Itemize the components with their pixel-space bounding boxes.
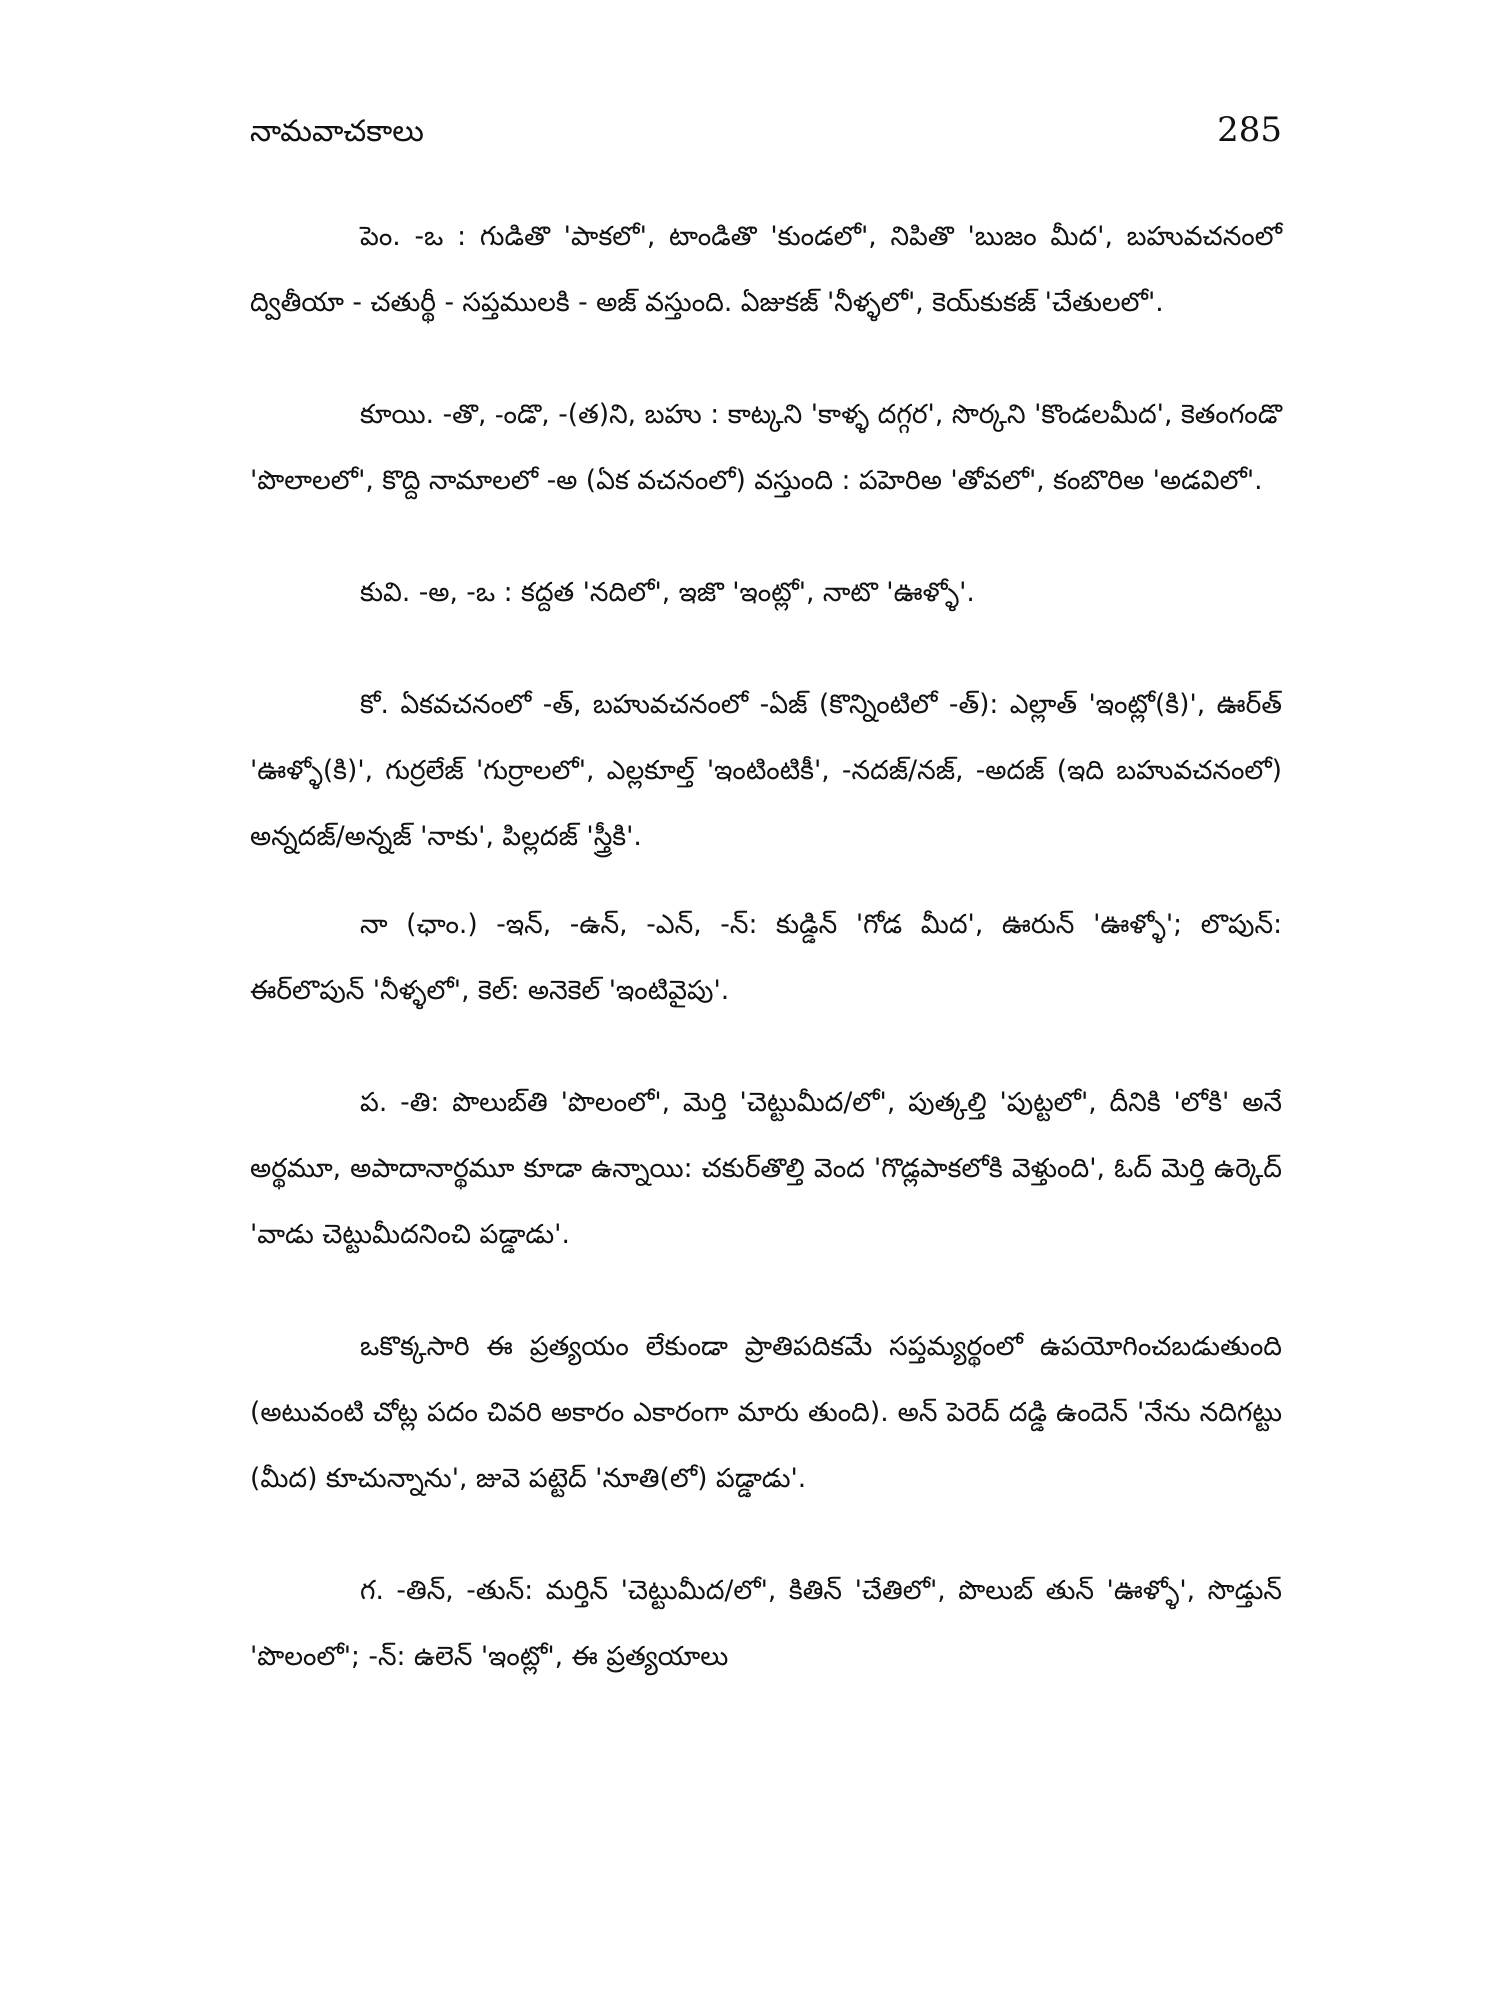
paragraph-parji: ప. -తి: పొలుబ్‌తి 'పొలంలో', మెర్తి 'చెట్టుమీద/లో', పుత్కల్తి 'పుట్టలో', దీనికి 'లోకి' అనే అర్థమూ, అపాదానార్థమూ కూడా ఉన్నాయి: చకుర్‌తొల్తి వెంద 'గొడ్లపాకలోకి వెళ్తుంది', ఓద్ మెర్తి ఉర్కెద్ 'వాడు చెట్టుమీదనించి పడ్డాడు'. — [250, 1087, 1282, 1250]
page-number: 285 — [1217, 110, 1282, 150]
paragraph-naiki: నా (ఛాం.) -ఇన్, -ఉన్, -ఎన్, -న్: కుడ్డిన్ 'గోడ మీద', ఊరున్ 'ఊళ్ళో'; లొపున్: ఈర్‌లొపున్ 'నీళ్ళలో', కెల్: అనెకెల్ 'ఇంటివైపు'. — [250, 909, 1282, 1006]
paragraph-pengo: పెం. -ఒ : గుడితొ 'పాకలో', టాండితొ 'కుండలో', నిపితొ 'బుజం మీద', బహువచనంలో ద్వితీయా - చతుర్థీ - సప్తములకి - అజ్ వస్తుంది. ఏజుకజ్ 'నీళ్ళలో', కెయ్‌కుకజ్ 'చేతులలో'. — [250, 221, 1282, 318]
paragraph-gadaba: గ. -తిన్, -తున్: మర్తిన్ 'చెట్టుమీద/లో', కితిన్ 'చేతిలో', పొలుబ్ తున్ 'ఊళ్ళో', సొడ్తున్ 'పొలంలో'; -న్: ఉలెన్ 'ఇంట్లో', ఈ ప్రత్యయాలు — [250, 1575, 1282, 1672]
paragraph-kui: కూయి. -తొ, -ండొ, -(త)ని, బహు : కాట్కని 'కాళ్ళ దగ్గర', సొర్కని 'కొండలమీద', కెతంగండొ 'పొలాలలో', కొద్ది నామాలలో -అ (ఏక వచనంలో) వస్తుంది : పహెరిఅ 'తోవలో', కంబొరిఅ 'అడవిలో'. — [250, 399, 1282, 496]
running-title: నామవాచకాలు — [250, 114, 424, 149]
paragraph-kuvi: కువి. -అ, -ఒ : కద్దత 'నదిలో', ఇజొ 'ఇంట్లో', నాటొ 'ఊళ్ళో'. — [360, 577, 975, 608]
running-header — [250, 110, 1282, 170]
paragraph-locative-stem: ఒకొక్కసారి ఈ ప్రత్యయం లేకుండా ప్రాతిపదికమే సప్తమ్యర్థంలో ఉపయోగించబడుతుంది (అటువంటి చోట్ల పదం చివరి అకారం ఎకారంగా మారు తుంది). అన్ పెరెద్ దడ్డి ఉందెన్ 'నేను నదిగట్టు (మీద) కూచున్నాను', జువె పట్టెద్ 'నూతి(లో) పడ్డాడు'. — [250, 1331, 1282, 1494]
paragraph-koya: కో. ఏకవచనంలో -త్, బహువచనంలో -ఏజ్ (కొన్నింటిలో -త్): ఎల్లాత్ 'ఇంట్లో(కి)', ఊర్‌త్ 'ఊళ్ళో(కి)', గుర్రలేజ్ 'గుర్రాలలో', ఎల్లకూల్త్ 'ఇంటింటికీ', -నదజ్/నజ్, -అదజ్ (ఇది బహువచనంలో) అన్నదజ్/అన్నజ్ 'నాకు', పిల్లదజ్ 'స్త్రీకి'. — [250, 689, 1282, 852]
